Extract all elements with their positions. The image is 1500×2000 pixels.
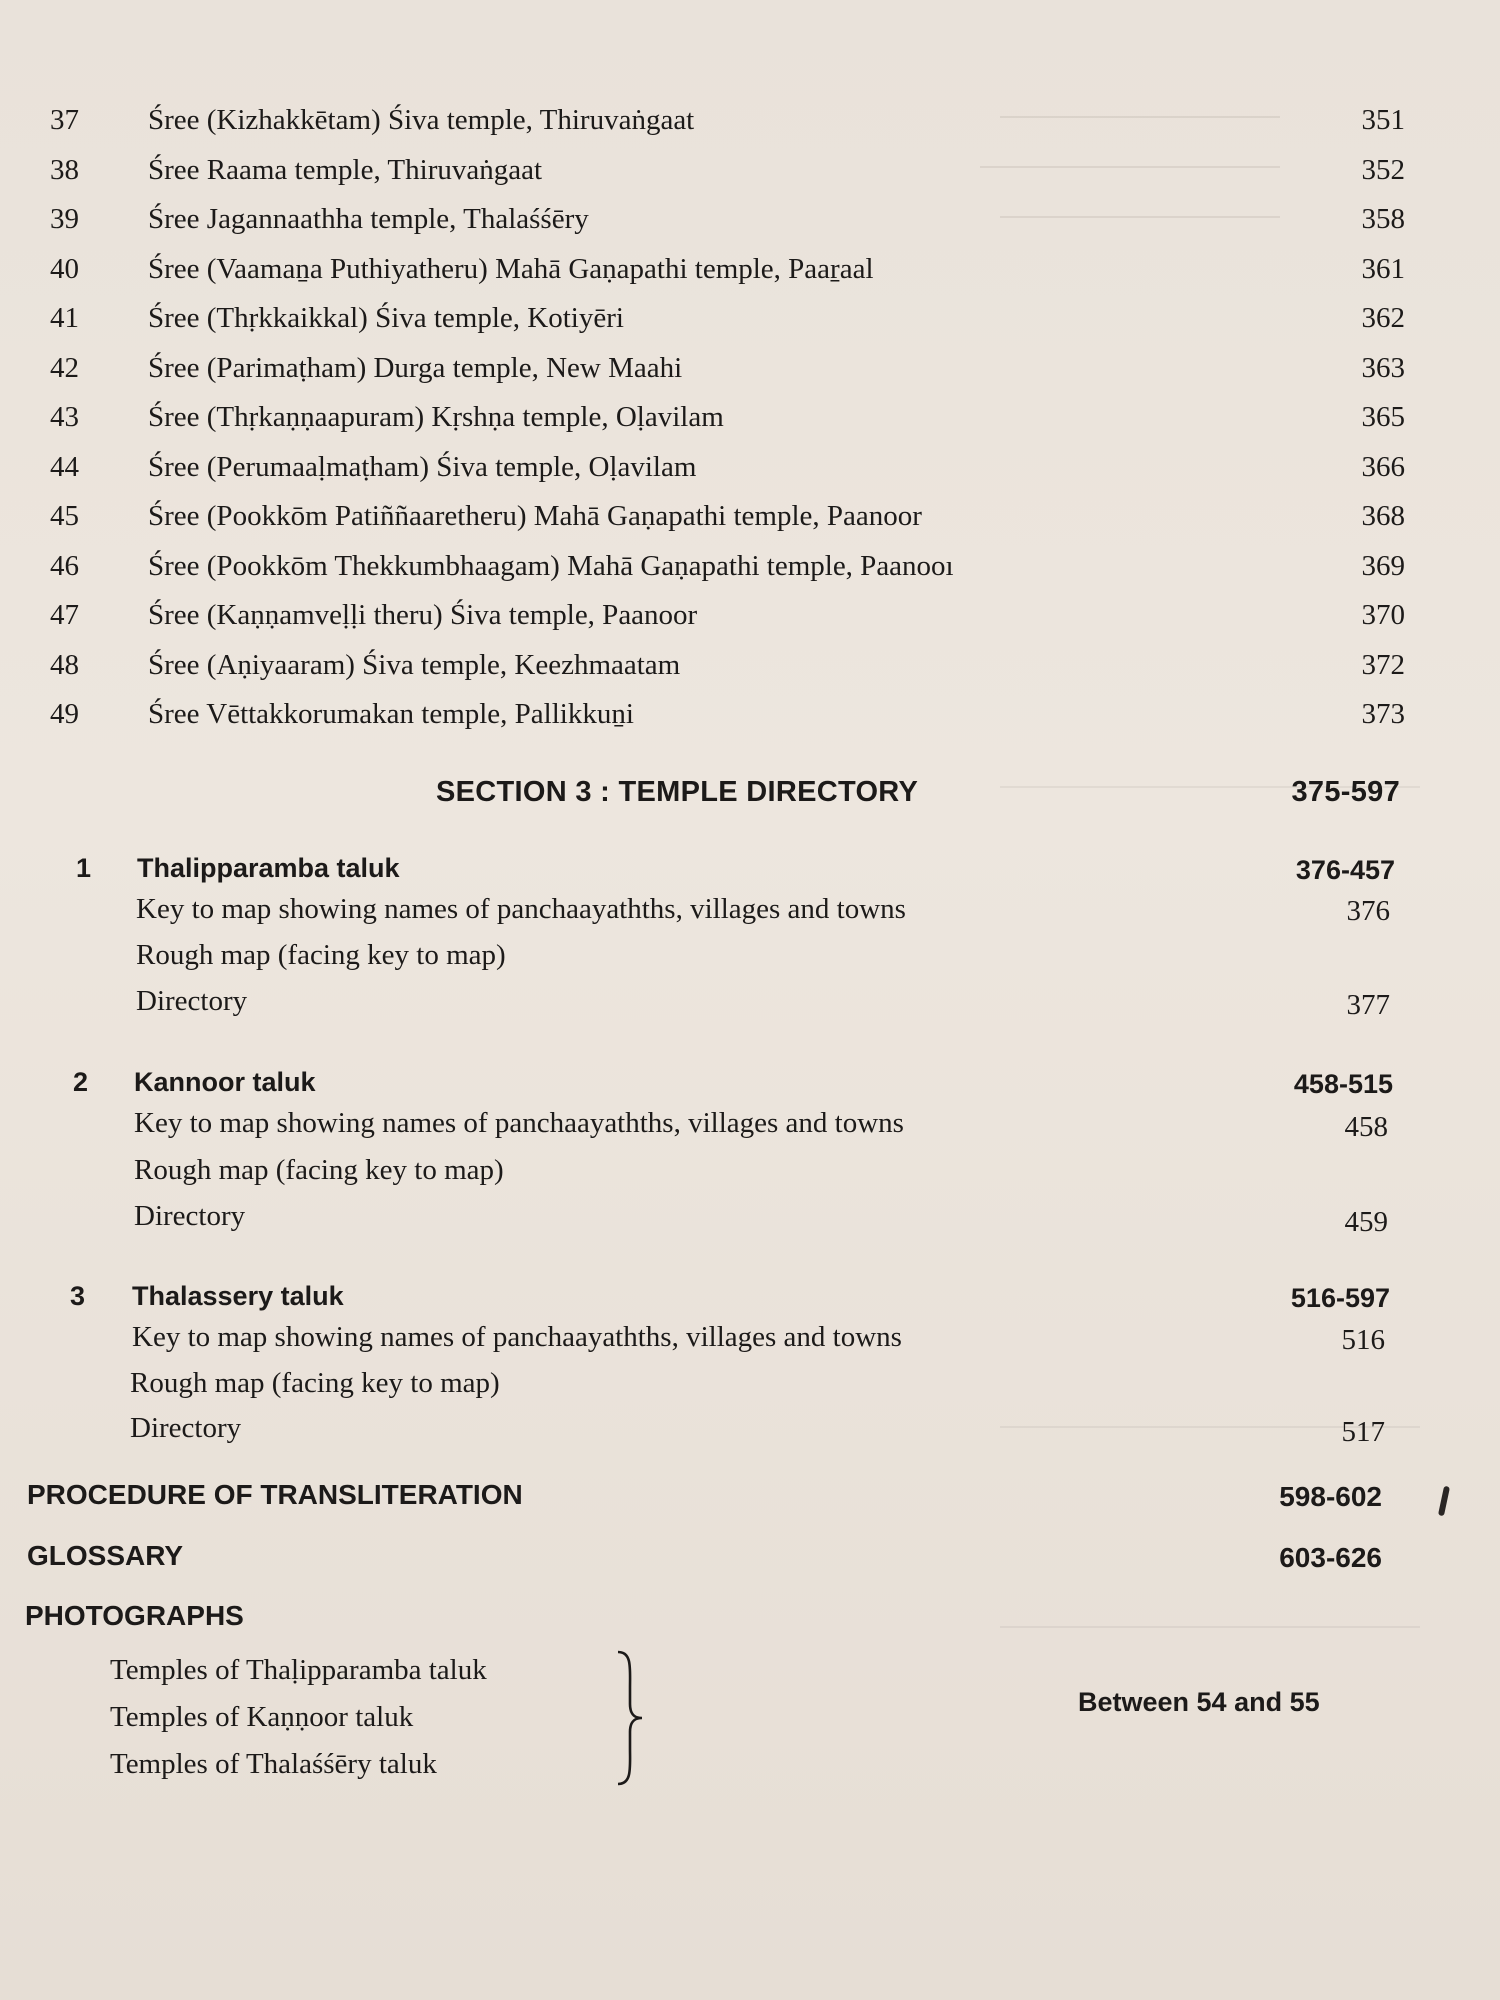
temple-entry: [0, 302, 1500, 342]
key-to-map-page: 458: [1344, 1111, 1388, 1143]
temple-entry: [0, 352, 1500, 392]
key-to-map-label: Key to map showing names of panchaayathths, villages and towns: [132, 1321, 902, 1353]
photo-list-item: Temples of Kaṇṇoor taluk: [110, 1701, 414, 1733]
entry-title: Śree (Pookkōm Patiññaaretheru) Mahā Gaṇapathi temple, Paanoor: [148, 500, 922, 532]
photographs-heading: PHOTOGRAPHS: [25, 1600, 244, 1631]
margin-mark: [1438, 1486, 1450, 1517]
transliteration-range: 598-602: [1279, 1481, 1382, 1512]
entry-title: Śree (Kaṇṇamveḷḷi theru) Śiva temple, Paanoor: [148, 599, 698, 631]
temple-entry: [0, 203, 1500, 243]
key-to-map-page: 376: [1346, 895, 1390, 927]
key-to-map-label: Key to map showing names of panchaayathths, villages and towns: [136, 893, 906, 925]
section-3-heading: SECTION 3 : TEMPLE DIRECTORY: [436, 776, 919, 808]
taluk-number: 1: [76, 853, 92, 883]
rough-map-label: Rough map (facing key to map): [136, 939, 506, 971]
taluk-number: 3: [70, 1281, 86, 1311]
entry-title: Śree (Perumaaḷmaṭham) Śiva temple, Oḷavilam: [148, 450, 697, 483]
entry-number: 48: [50, 648, 79, 681]
entry-page: 373: [1361, 698, 1405, 730]
entry-number: 37: [50, 104, 79, 136]
rough-map-label: Rough map (facing key to map): [134, 1154, 504, 1186]
entry-page: 368: [1361, 500, 1405, 532]
entry-number: 47: [50, 599, 79, 631]
entry-title: Śree (Vaamaṉa Puthiyatheru) Mahā Gaṇapathi temple, Paaṟaal: [148, 252, 874, 285]
temple-entry: [0, 154, 1500, 194]
entry-page: 365: [1361, 401, 1405, 433]
photographs-location: Between 54 and 55: [1078, 1687, 1320, 1717]
key-to-map-label: Key to map showing names of panchaayathths, villages and towns: [134, 1107, 904, 1139]
taluk-name: Kannoor taluk: [134, 1067, 316, 1097]
entry-title: Śree (Aṇiyaaram) Śiva temple, Keezhmaatam: [148, 648, 681, 681]
entry-page: 351: [1361, 104, 1405, 136]
entry-number: 39: [50, 203, 79, 235]
entry-title: Śree Vēttakkorumakan temple, Pallikkuṉi: [148, 698, 634, 730]
temple-entry: [0, 698, 1500, 738]
entry-title: Śree (Pookkōm Thekkumbhaagam) Mahā Gaṇapathi temple, Paanooı: [148, 549, 954, 582]
entry-number: 38: [50, 153, 79, 186]
entry-page: 361: [1361, 252, 1405, 285]
taluk-name: Thalipparamba taluk: [137, 853, 400, 883]
directory-page: 377: [1346, 989, 1390, 1021]
entry-page: 363: [1361, 351, 1405, 384]
directory-page: 459: [1344, 1206, 1388, 1238]
temple-entry: [0, 550, 1500, 590]
temple-entry: [0, 500, 1500, 540]
entry-number: 44: [50, 450, 79, 483]
section-3-range: 375-597: [1291, 776, 1400, 808]
key-to-map-page: 516: [1341, 1324, 1385, 1356]
temple-entry: [0, 104, 1500, 144]
entry-page: 362: [1361, 302, 1405, 334]
entry-title: Śree (Kizhakkētam) Śiva temple, Thiruvaṅgaat: [148, 104, 695, 136]
entry-number: 46: [50, 549, 79, 582]
entry-title: Śree Raama temple, Thiruvaṅgaat: [148, 153, 543, 186]
entry-number: 49: [50, 698, 79, 730]
directory-label: Directory: [134, 1200, 246, 1232]
taluk-number: 2: [73, 1067, 89, 1097]
photo-list-item: Temples of Thalaśśēry taluk: [110, 1748, 437, 1780]
entry-number: 40: [50, 252, 79, 285]
entry-page: 372: [1361, 648, 1405, 681]
temple-entry: [0, 401, 1500, 441]
entry-title: Śree (Parimaṭham) Durga temple, New Maahi: [148, 351, 683, 384]
entry-number: 41: [50, 302, 79, 334]
glossary-range: 603-626: [1279, 1542, 1382, 1573]
temple-entry: [0, 451, 1500, 491]
entry-page: 370: [1361, 599, 1405, 631]
entry-page: 358: [1361, 203, 1405, 235]
entry-number: 42: [50, 351, 79, 384]
temple-entry: [0, 253, 1500, 293]
directory-label: Directory: [130, 1412, 242, 1444]
taluk-name: Thalassery taluk: [132, 1281, 344, 1311]
entry-page: 352: [1361, 153, 1405, 186]
entry-page: 366: [1361, 450, 1405, 483]
rough-map-label: Rough map (facing key to map): [130, 1367, 500, 1399]
directory-page: 517: [1341, 1416, 1385, 1448]
entry-page: 369: [1361, 549, 1405, 582]
entry-title: Śree Jagannaathha temple, Thalaśśēry: [148, 203, 589, 235]
right-brace-icon: [612, 1648, 652, 1788]
photo-list-item: Temples of Thaḷipparamba taluk: [110, 1654, 487, 1686]
temple-entry: [0, 599, 1500, 639]
directory-label: Directory: [136, 985, 248, 1017]
transliteration-heading: PROCEDURE OF TRANSLITERATION: [27, 1479, 523, 1510]
entry-number: 45: [50, 500, 79, 532]
entry-title: Śree (Thṛkkaikkal) Śiva temple, Kotiyēri: [148, 302, 624, 334]
temple-entry: [0, 649, 1500, 689]
taluk-page-range: 376-457: [1295, 855, 1395, 885]
entry-number: 43: [50, 401, 79, 433]
glossary-heading: GLOSSARY: [27, 1540, 184, 1571]
taluk-page-range: 458-515: [1293, 1069, 1393, 1099]
entry-title: Śree (Thṛkaṇṇaapuram) Kṛshṇa temple, Oḷavilam: [148, 401, 724, 433]
taluk-page-range: 516-597: [1290, 1283, 1390, 1313]
